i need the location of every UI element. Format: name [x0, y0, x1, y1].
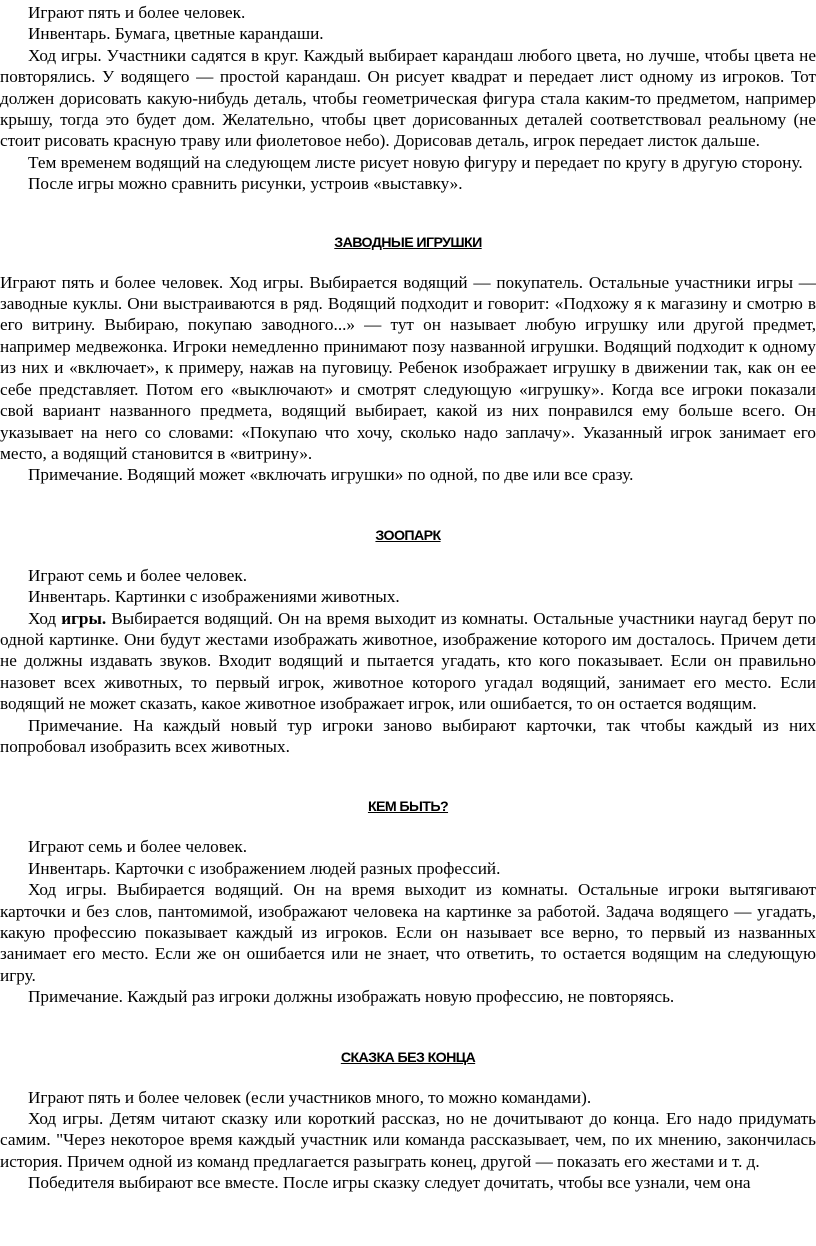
note-line: Примечание. Водящий может «включать игрушки» по одной, по две или все сразу. [28, 465, 634, 485]
section-zoo [0, 565, 816, 758]
note-line: Примечание. На каждый новый тур игроки заново выбирают карточки, так чтобы каждый из них попробовал изобразить всех животных. [0, 715, 816, 756]
rules-lead: Ход [28, 608, 62, 628]
winner-line: Победителя выбирают все вместе. После игры сказку следует дочитать, чтобы все узнали, чем она [28, 1173, 751, 1193]
rules-body: Выбирается водящий. Он на время выходит из комнаты. Остальные участники наугад берут по одной картинке. Они будут жестами изображать животное, изображение которого им досталось. Причем дети не должны издавать звуков. Входит водящий и пытается угадать, кто кого показывает. Если он правильно назовет всех животных, то первый игрок, животное которого угадал водящий, занимает его место. Если водящий не может сказать, какое животное изображает игрок, или ошибается, то он остается водящим. [0, 608, 816, 714]
section-drawing-game [0, 2, 816, 195]
game-rules-paragraph: Тем временем водящий на следующем листе рисует новую фигуру и передает по кругу в другую сторону. [28, 152, 803, 172]
players-line: Играют семь и более человек. [28, 837, 248, 857]
document-page [0, 2, 816, 1194]
section-wind-up-toys [0, 272, 816, 486]
section-title: ЗАВОДНЫЕ ИГРУШКИ [334, 234, 482, 251]
section-title: ЗООПАРК [375, 527, 441, 544]
game-rules-paragraph: Ход игры. Выбирается водящий. Он на время выходит из комнаты. Остальные игроки вытягивают карточки и без слов, пантомимой, изображают человека на картинке за работой. Задача водящего — угадать, какую профессию показывает каждый из игроков. Если он называет все верно, то первый из названных занимает его место. Если же он ошибается или не знает, что ответить, то остается водящим на следующую игру. [0, 880, 816, 985]
players-line: Играют пять и более человек (если участников много, то можно командами). [28, 1087, 592, 1107]
inventory-line: Инвентарь. Карточки с изображением людей разных профессий. [28, 858, 501, 878]
players-line: Играют пять и более человек. [28, 3, 246, 22]
game-rules-paragraph [0, 608, 816, 715]
after-game-line: После игры можно сравнить рисунки, устроив «выставку». [28, 174, 463, 194]
section-who-to-be [0, 836, 816, 1007]
game-rules-paragraph: Играют пять и более человек. Ход игры. Выбирается водящий — покупатель. Остальные участники игры — заводные куклы. Они выстраиваются в ряд. Водящий подходит и говорит: «Подхожу я к магазину и смотрю в его витрину. Выбираю, покупаю заводного...» — тут он называет любую игрушку или другой предмет, например медвежонка. Игроки немедленно принимают позу названной игрушки. Водящий подходит к одному из них и «включает», к примеру, нажав на пуговицу. Ребенок изображает игрушку в движении так, как он ее себе представляет. Потом его «выключают» и смотрят следующую «игрушку». Когда все игроки показали свой вариант названного предмета, водящий выбирает, какой из них понравился ему больше всего. Он указывает на него со словами: «Покупаю что хочу, сколько надо заплачу». Указанный игрок занимает его место, а водящий становится в «витрину». [0, 272, 816, 463]
players-line: Играют семь и более человек. [28, 565, 248, 585]
game-rules-paragraph: Ход игры. Участники садятся в круг. Каждый выбирает карандаш любого цвета, но лучше, чтобы цвета не повторялись. У водящего — простой карандаш. Он рисует квадрат и передает лист одному из игроков. Тот должен дорисовать какую-нибудь деталь, чтобы геометрическая фигура стала каким-то предметом, например крышу, тогда это будет дом. Желательно, чтобы цвет дорисованных деталей соответствовал реальному (не стоит рисовать красную траву или фиолетовое небо). Дорисовав деталь, игрок передает листок дальше. [0, 45, 816, 151]
note-line: Примечание. Каждый раз игроки должны изображать новую профессию, не повторяясь. [28, 987, 675, 1007]
rules-lead-bold: игры. [61, 608, 107, 628]
section-title: КЕМ БЫТЬ? [367, 799, 449, 816]
inventory-line: Инвентарь. Картинки с изображениями животных. [28, 587, 400, 607]
section-title: СКАЗКА БЕЗ КОНЦА [340, 1049, 476, 1066]
section-endless-tale [0, 1087, 816, 1194]
inventory-line: Инвентарь. Бумага, цветные карандаши. [28, 24, 324, 44]
game-rules-paragraph: Ход игры. Детям читают сказку или короткий рассказ, но не дочитывают до конца. Его надо придумать самим. "Через некоторое время каждый участник или команда рассказывает, чем, по их мнению, закончилась история. Причем одной из команд предлагается разыграть конец, другой — показать его жестами и т. д. [0, 1109, 816, 1171]
